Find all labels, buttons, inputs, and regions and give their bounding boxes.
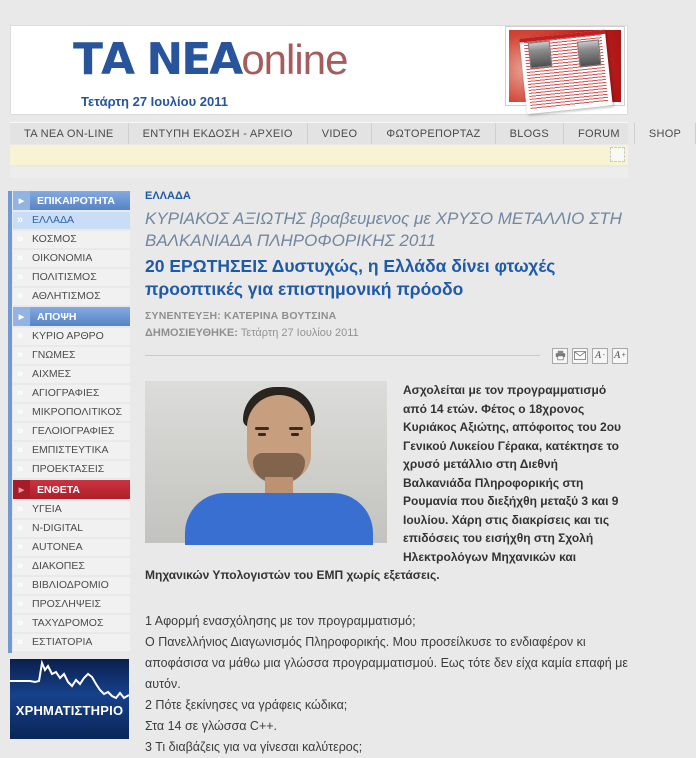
photo-eyebrow-right <box>289 427 303 430</box>
chevron-double-icon: » <box>17 290 24 302</box>
chevron-double-icon: » <box>17 349 24 361</box>
plus-sign: + <box>621 352 626 359</box>
logo-primary: ΤΑ ΝΕΑ <box>73 34 242 85</box>
sidebar-item-label: ΚΟΣΜΟΣ <box>32 233 77 245</box>
main-content <box>145 190 628 758</box>
font-letter: A <box>614 350 621 361</box>
sidebar-item-label: ΔΙΑΚΟΠΕΣ <box>32 560 85 572</box>
sidebar-item-athlitismos[interactable] <box>13 288 130 305</box>
font-decrease-icon[interactable] <box>592 348 608 364</box>
nav-tanea-online[interactable]: ΤΑ ΝΕΑ ON-LINE <box>10 123 129 144</box>
sidebar-item-label: ΒΙΒΛΙΟΔΡΟΜΙΟ <box>32 579 109 591</box>
photo-shirt <box>185 493 373 545</box>
arrow-right-icon: ▶ <box>13 307 30 326</box>
article-intro: Ασχολείται με τον προγραμματισμό από 14 ετών. Φέτος ο 18χρονος Κυριάκος Αξιώτης, απόφοιτος του 2ου Γενικού Λυκείου Γέρακα, κατέκτησε το χρυσό μετάλλιο στη Διεθνή Βαλκανιάδα Πληροφορικής στη Ρουμανία που διεξήχθη μεταξύ 3 και 9 Ιουλίου. Χάρη στις διακρίσεις και τις επιδόσεις του εισήχθη στη Σχολή Ηλεκτρολόγων Μηχανικών και Μηχανικών Υπολογιστών του ΕΜΠ χωρίς εξετάσεις. <box>145 383 622 582</box>
header-date: Τετάρτη 27 Ιουλίου 2011 <box>79 92 236 111</box>
minus-sign: - <box>602 352 605 359</box>
published-label: ΔΗΜΟΣΙΕΥΘΗΚΕ: <box>145 327 238 339</box>
sidebar-item-label: ΠΟΛΙΤΙΣΜΟΣ <box>32 271 97 283</box>
newspaper-photo-right <box>577 39 602 67</box>
chevron-double-icon: » <box>17 252 24 264</box>
sidebar-item-label: AUTONEA <box>32 541 83 553</box>
sidebar-item-vivliodromio[interactable] <box>13 577 130 594</box>
sidebar-item-geloiografies[interactable] <box>13 423 130 440</box>
divider-strip <box>10 167 628 178</box>
sidebar-item-label: ΥΓΕΙΑ <box>32 503 62 515</box>
sidebar-item-label: ΠΡΟΕΚΤΑΣΕΙΣ <box>32 463 105 475</box>
sidebar-item-label: ΓΝΩΜΕΣ <box>32 349 76 361</box>
nav-video[interactable]: VIDEO <box>308 123 373 144</box>
article-category: ΕΛΛΑΔΑ <box>145 190 191 202</box>
qa-question-1: 1 Αφορμή ενασχόλησης με τον προγραμματισμό; <box>145 613 416 628</box>
sidebar-item-diakopes[interactable] <box>13 558 130 575</box>
banner-strip <box>10 145 628 165</box>
chevron-double-icon: » <box>17 503 24 515</box>
sidebar-item-aixmes[interactable] <box>13 366 130 383</box>
sidebar-item-n-digital[interactable] <box>13 520 130 537</box>
font-letter: A <box>595 350 602 361</box>
newspaper-image <box>509 30 621 102</box>
sidebar-item-label: ΓΕΛΟΙΟΓΡΑΦΙΕΣ <box>32 425 115 437</box>
sidebar-section-label: ΕΠΙΚΑΙΡΟΤΗΤΑ <box>37 194 115 207</box>
ad-slot-placeholder <box>610 147 625 162</box>
sidebar-item-label: ΜΙΚΡΟΠΟΛΙΤΙΚΟΣ <box>32 406 122 418</box>
sidebar-section-epikairotita[interactable] <box>13 191 130 210</box>
chevron-double-icon: » <box>17 560 24 572</box>
article-body <box>145 381 628 758</box>
font-increase-icon[interactable] <box>612 348 628 364</box>
sidebar-item-label: ΑΓΙΟΓΡΑΦΙΕΣ <box>32 387 100 399</box>
sidebar-item-label: ΕΛΛΑΔΑ <box>32 214 75 226</box>
sidebar-item-agiografies[interactable] <box>13 385 130 402</box>
sidebar-item-proslipseis[interactable] <box>13 596 130 613</box>
chevron-double-icon: » <box>17 330 24 342</box>
chevron-double-icon: » <box>17 617 24 629</box>
sidebar-item-kosmos[interactable] <box>13 231 130 248</box>
sidebar-item-kyrio-arthro[interactable] <box>13 328 130 345</box>
chevron-double-icon: » <box>17 541 24 553</box>
photo-eye-left <box>258 433 266 436</box>
chevron-double-icon: » <box>17 579 24 591</box>
main-nav <box>10 122 682 144</box>
chevron-double-icon: » <box>17 233 24 245</box>
sidebar-item-oikonomia[interactable] <box>13 250 130 267</box>
sidebar-item-label: ΚΥΡΙΟ ΑΡΘΡΟ <box>32 330 104 342</box>
email-icon[interactable] <box>572 348 588 364</box>
sidebar-item-ygeia[interactable] <box>13 501 130 518</box>
print-edition-thumbnail[interactable] <box>505 26 625 106</box>
qa-question-2: 2 Πότε ξεκίνησες να γράφεις κώδικα; <box>145 697 348 712</box>
article-title: 20 ΕΡΩΤΗΣΕΙΣ Δυστυχώς, η Ελλάδα δίνει φτωχές προοπτικές για επιστημονική πρόοδο <box>145 256 556 299</box>
article-toolbar <box>145 347 628 364</box>
article-published <box>145 327 628 339</box>
toolbar-divider <box>145 355 540 356</box>
chevron-double-icon: » <box>17 463 24 475</box>
sidebar-menu <box>8 191 130 653</box>
sidebar-item-empisteytika[interactable] <box>13 442 130 459</box>
chevron-double-icon: » <box>17 368 24 380</box>
sidebar-item-proektaseis[interactable] <box>13 461 130 478</box>
nav-print-edition-archive[interactable]: ΕΝΤΥΠΗ ΕΚΔΟΣΗ - ΑΡΧΕΙΟ <box>129 123 308 144</box>
published-value: Τετάρτη 27 Ιουλίου 2011 <box>240 327 359 339</box>
arrow-right-icon: ▶ <box>13 480 30 499</box>
sidebar-item-label: ΤΑΧΥΔΡΟΜΟΣ <box>32 617 104 629</box>
chevron-double-icon: » <box>17 636 24 648</box>
sidebar-item-label: N-DIGITAL <box>32 522 84 534</box>
site-header <box>10 25 628 115</box>
chevron-double-icon: » <box>17 425 24 437</box>
logo-secondary: online <box>241 36 348 83</box>
sidebar-section-apopsi[interactable] <box>13 307 130 326</box>
chevron-double-icon: » <box>17 214 24 226</box>
sidebar-section-label: ΕΝΘΕΤΑ <box>37 483 80 496</box>
chevron-double-icon: » <box>17 598 24 610</box>
article-kicker: ΚΥΡΙΑΚΟΣ ΑΞΙΩΤΗΣ βραβευμενος με ΧΡΥΣΟ ΜΕΤΑΛΛΙΟ ΣΤΗ ΒΑΛΚΑΝΙΑΔΑ ΠΛΗΡΟΦΟΡΙΚΗΣ 2011 <box>145 209 622 250</box>
sidebar-item-ellada[interactable] <box>13 212 130 229</box>
chevron-double-icon: » <box>17 444 24 456</box>
chevron-double-icon: » <box>17 387 24 399</box>
sidebar-item-label: ΑΙΧΜΕΣ <box>32 368 72 380</box>
sidebar-section-label: ΑΠΟΨΗ <box>37 310 77 323</box>
sidebar-item-label: ΟΙΚΟΝΟΜΙΑ <box>32 252 93 264</box>
newspaper-page <box>519 30 612 115</box>
sidebar-item-autonea[interactable] <box>13 539 130 556</box>
sidebar-item-label: ΕΜΠΙΣΤΕΥΤΙΚΑ <box>32 444 109 456</box>
chevron-double-icon: » <box>17 522 24 534</box>
sidebar-item-gnomes[interactable] <box>13 347 130 364</box>
qa-answer-2: Στα 14 σε γλώσσα C++. <box>145 718 278 733</box>
sidebar-item-taxydromos[interactable] <box>13 615 130 632</box>
sidebar-section-entheta[interactable] <box>13 480 130 499</box>
qa-answer-1: Ο Πανελλήνιος Διαγωνισμός Πληροφορικής. Μου προσείλκυσε το ενδιαφέρον κι αποφάσισα να μάθω μια γλώσσα προγραμματισμού. Εως τότε δεν είχα καμία επαφή με αυτόν. <box>145 634 628 691</box>
article-byline: ΣΥΝΕΝΤΕΥΞΗ: ΚΑΤΕΡΙΝΑ ΒΟΥΤΣΙΝΑ <box>145 310 337 322</box>
sidebar-item-estiatoria[interactable] <box>13 634 130 651</box>
photo-eyebrow-left <box>255 427 269 430</box>
site-logo[interactable] <box>73 34 347 85</box>
sidebar-item-mikropolitikos[interactable] <box>13 404 130 421</box>
nav-photoreportage[interactable]: ΦΩΤΟΡΕΠΟΡΤΑΖ <box>372 123 495 144</box>
stock-chart-line <box>10 659 129 707</box>
chevron-double-icon: » <box>17 406 24 418</box>
nav-shop[interactable]: SHOP <box>635 123 696 144</box>
photo-eye-right <box>291 433 299 436</box>
print-icon[interactable] <box>552 348 568 364</box>
qa-question-3: 3 Τι διαβάζεις για να γίνεσαι καλύτερος; <box>145 739 363 754</box>
sidebar-item-politismos[interactable] <box>13 269 130 286</box>
newspaper-photo-left <box>528 41 553 69</box>
nav-blogs[interactable]: BLOGS <box>496 123 564 144</box>
chevron-double-icon: » <box>17 271 24 283</box>
nav-forum[interactable]: FORUM <box>564 123 635 144</box>
sidebar-item-label: ΑΘΛΗΤΙΣΜΟΣ <box>32 290 101 302</box>
article-photo <box>145 381 387 543</box>
sidebar-item-label: ΠΡΟΣΛΗΨΕΙΣ <box>32 598 102 610</box>
article-qa <box>145 611 628 758</box>
stock-market-widget[interactable] <box>10 659 129 739</box>
arrow-right-icon: ▶ <box>13 191 30 210</box>
stock-widget-label: ΧΡΗΜΑΤΙΣΤΗΡΙΟ <box>15 703 124 718</box>
sidebar-item-label: ΕΣΤΙΑΤΟΡΙΑ <box>32 636 93 648</box>
